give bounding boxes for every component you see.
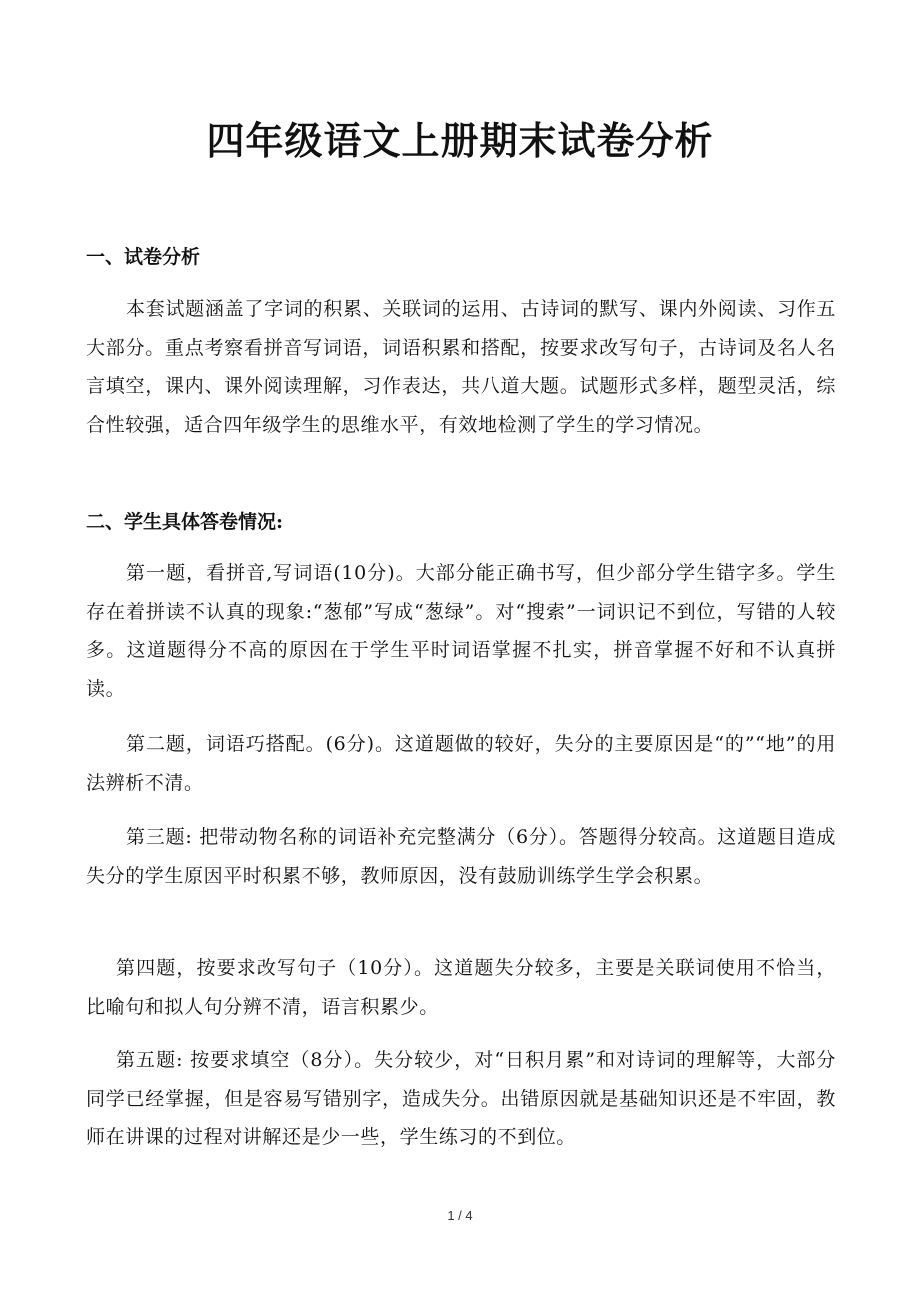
- paragraph-question-3: 第三题: 把带动物名称的词语补充完整满分（6分）。答题得分较高。这道题目造成失分的学生原因平时积累不够，教师原因，没有鼓励训练学生学会积累。: [86, 826, 836, 887]
- section-heading-2: 二、学生具体答卷情况:: [86, 511, 284, 533]
- paragraph-exam-analysis: 本套试题涵盖了字词的积累、关联词的运用、古诗词的默写、课内外阅读、习作五大部分。重点考察看拼音写词语，词语积累和搭配，按要求改写句子，古诗词及名人名言填空，课内、课外阅读理解，习作表达，共八道大题。试题形式多样，题型灵活，综合性较强，适合四年级学生的思维水平，有效地检测了学生的学习情况。: [86, 298, 836, 436]
- paragraph-question-5: 第五题: 按要求填空（8分）。失分较少，对“日积月累”和对诗词的理解等，大部分同学已经掌握，但是容易写错别字，造成失分。出错原因就是基础知识还是不牢固，教师在讲课的过程对讲解还是少一些，学生练习的不到位。: [86, 1049, 836, 1148]
- paragraph-question-1: 第一题，看拼音,写词语(10分)。大部分能正确书写，但少部分学生错字多。学生存在着拼读不认真的现象:“葱郁”写成“葱绿”。对“搜索”一词识记不到位，写错的人较多。这道题得分不高的原因在于学生平时词语掌握不扎实，拼音掌握不好和不认真拼读。: [86, 562, 836, 700]
- paragraph-question-2: 第二题，词语巧搭配。(6分)。这道题做的较好，失分的主要原因是“的”“地”的用法辨析不清。: [86, 733, 836, 794]
- section-heading-1: 一、试卷分析: [86, 246, 201, 268]
- page-title: 四年级语文上册期末试卷分析: [206, 118, 714, 163]
- paragraph-question-4: 第四题，按要求改写句子（10分）。这道题失分较多，主要是关联词使用不恰当，比喻句和拟人句分辨不清，语言积累少。: [86, 957, 836, 1018]
- page-number: 1 / 4: [447, 1208, 473, 1223]
